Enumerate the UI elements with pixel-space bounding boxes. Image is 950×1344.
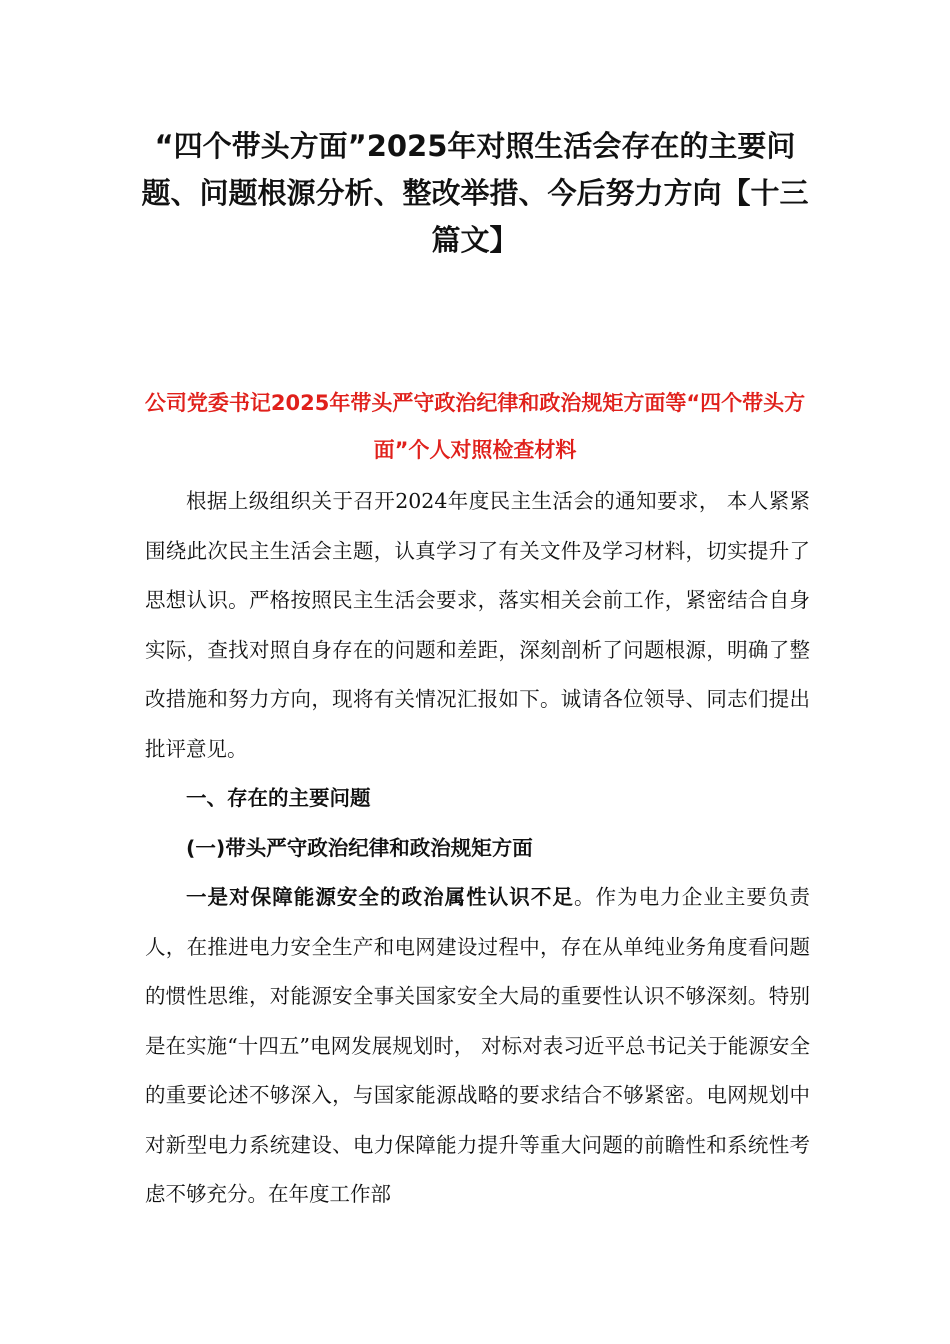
subsection-heading: (一)带头严守政治纪律和政治规矩方面 xyxy=(186,835,533,860)
point-lead: 一是对保障能源安全的政治属性认识不足 xyxy=(186,885,574,909)
document-title: “四个带头方面”2025年对照生活会存在的主要问题、问题根源分析、整改举措、今后努力方向【十三篇文】 xyxy=(141,129,809,257)
document-subtitle: 公司党委书记2025年带头严守政治纪律和政治规矩方面等“四个带头方面”个人对照检查材料 xyxy=(144,391,806,462)
section-heading: 一、存在的主要问题 xyxy=(186,786,371,810)
point-paragraph xyxy=(145,873,810,1220)
point-text: 。作为电力企业主要负责人，在推进电力安全生产和电网建设过程中，存在从单纯业务角度看问题的惯性思维，对能源安全事关国家安全大局的重要性认识不够深刻。特别是在实施“十四五”电网发展规划时， 对标对表习近平总书记关于能源安全的重要论述不够深入，与国家能源战略的要求结合不够紧密。电网规划中对新型电力系统建设、电力保障能力提升等重大问题的前瞻性和系统性考虑不够充分。在年度工作部 xyxy=(145,885,811,1206)
document-body xyxy=(145,477,810,1220)
intro-paragraph: 根据上级组织关于召开2024年度民主生活会的通知要求， 本人紧紧围绕此次民主生活会主题，认真学习了有关文件及学习材料，切实提升了思想认识。严格按照民主生活会要求，落实相关会前工作，紧密结合自身实际，查找对照自身存在的问题和差距，深刻剖析了问题根源，明确了整改措施和努力方向，现将有关情况汇报如下。诚请各位领导、同志们提出批评意见。 xyxy=(145,489,810,761)
